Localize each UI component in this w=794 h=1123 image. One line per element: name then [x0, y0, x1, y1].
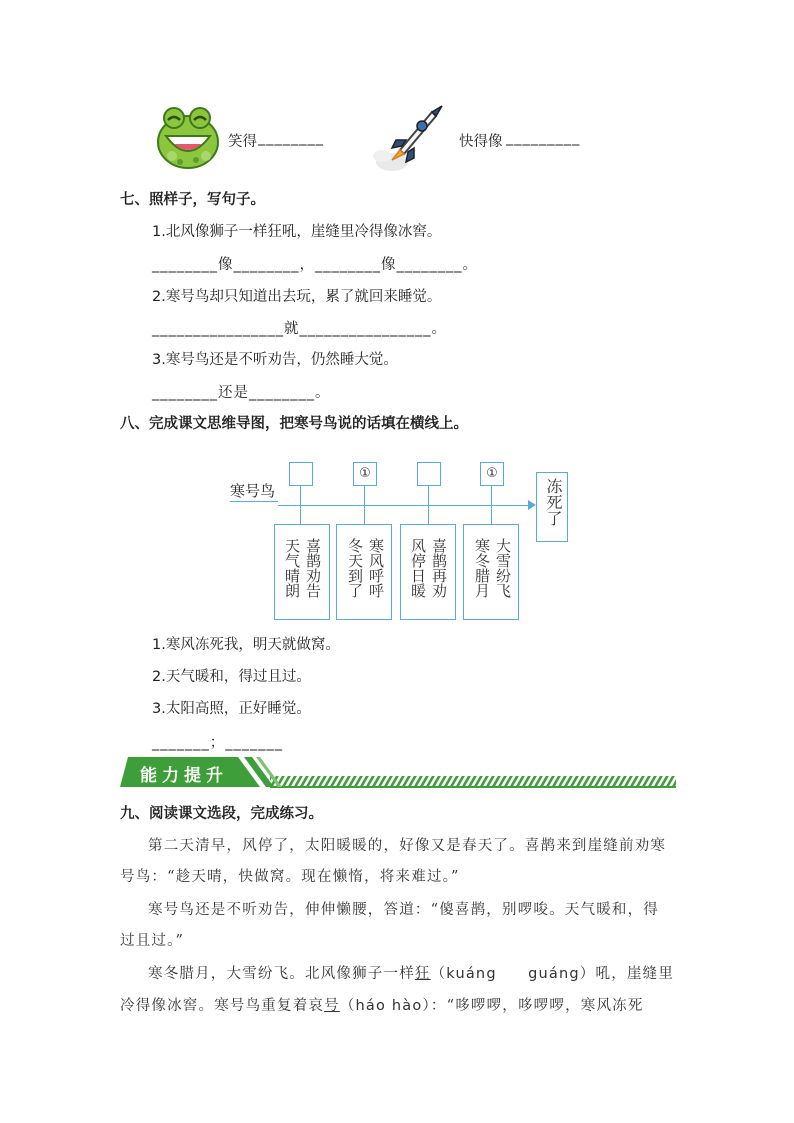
- event2-col-left: 冬天到了: [346, 538, 364, 598]
- rocket-image: [370, 100, 450, 176]
- passage-p3-line1: [148, 962, 674, 983]
- section7-answer2[interactable]: ________________就________________。: [152, 321, 447, 337]
- section7-answer1[interactable]: ________像________，________像________。: [152, 257, 478, 273]
- event1-col-left: 天气晴朗: [283, 538, 301, 598]
- section9-title: 九、阅读课文选段，完成练习。: [120, 806, 323, 822]
- rocket-label: 快得像: [459, 134, 503, 150]
- stem-2: [364, 486, 365, 506]
- passage-p2-line1: 寒号鸟还是不听劝告，伸伸懒腰，答道：“傻喜鹊，别啰唆。天气暖和，得: [148, 902, 660, 918]
- quote-answer-line[interactable]: _______；_______: [152, 735, 283, 751]
- passage-p1-line2: 号鸟：“趁天晴，快做窝。现在懒惰，将来难过。”: [120, 869, 460, 885]
- pronunciation-word-2: 号: [324, 998, 340, 1014]
- stem-3: [428, 486, 429, 506]
- event4-col-right: 大雪纷飞: [494, 538, 512, 598]
- section7-example2: 2.寒号鸟却只知道出去玩，累了就回来睡觉。: [152, 289, 442, 305]
- passage-p3-line2-pre: 冷得像冰窖。寒号鸟重复着哀: [120, 998, 325, 1014]
- pinyin-choice-2[interactable]: （háo hào）: [339, 998, 431, 1014]
- passage-p3-line2-post: ：“哆啰啰，哆啰啰，寒风冻死: [430, 998, 644, 1014]
- stem-4: [491, 486, 492, 506]
- rocket-answer-blank[interactable]: _________: [506, 130, 581, 146]
- subject-underline: [230, 501, 278, 502]
- frog-label: 笑得: [228, 134, 257, 150]
- frog-answer-blank[interactable]: ________: [258, 130, 324, 146]
- section7-example1: 1.北风像狮子一样狂吼，崖缝里冷得像冰窖。: [152, 224, 442, 240]
- connector-1: [300, 505, 301, 525]
- event3-col-right: 喜鹊再劝: [430, 538, 448, 598]
- event2-col-right: 寒风呼呼: [367, 538, 385, 598]
- section7-answer3[interactable]: ________还是________。: [152, 385, 331, 401]
- circled-number-box-4: ①: [480, 462, 504, 486]
- passage-p3-line1-post: 吼，崖缝里: [595, 966, 675, 982]
- frog-image: [150, 100, 227, 172]
- connector-2: [364, 505, 365, 525]
- timeline-arrowhead: [528, 500, 536, 510]
- banner-label: 能力提升: [140, 766, 228, 786]
- section7-example3: 3.寒号鸟还是不听劝告，仍然睡大觉。: [152, 352, 398, 368]
- outcome-text: 冻死了: [544, 478, 563, 526]
- blank-box-1[interactable]: [289, 462, 313, 486]
- passage-p3-line1-pre: 寒冬腊月，大雪纷飞。北风像狮子一样: [148, 966, 415, 982]
- section8-title: 八、完成课文思维导图，把寒号鸟说的话填在横线上。: [120, 416, 468, 432]
- event1-col-right: 喜鹊劝告: [304, 538, 322, 598]
- pronunciation-word-1: 狂: [414, 966, 431, 982]
- quote-option-2: 2.天气暖和，得过且过。: [152, 669, 311, 685]
- connector-3: [428, 505, 429, 525]
- passage-p1-line1: 第二天清早，风停了，太阳暖暖的，好像又是春天了。喜鹊来到崖缝前劝寒: [148, 838, 667, 854]
- stem-1: [300, 486, 301, 506]
- passage-p3-line2: [120, 994, 644, 1015]
- pinyin-choice-1[interactable]: （kuáng guáng）: [430, 966, 596, 982]
- mind-map-subject: 寒号鸟: [230, 482, 276, 500]
- quote-option-3: 3.太阳高照，正好睡觉。: [152, 701, 311, 717]
- event4-col-left: 寒冬腊月: [473, 538, 491, 598]
- event3-col-left: 风停日暖: [409, 538, 427, 598]
- blank-box-3[interactable]: [417, 462, 441, 486]
- connector-4: [491, 505, 492, 525]
- circled-number-box-2: ①: [353, 462, 377, 486]
- passage-p2-line2: 过且过。”: [120, 933, 185, 949]
- timeline-axis: [278, 505, 530, 506]
- quote-option-1: 1.寒风冻死我，明天就做窝。: [152, 637, 340, 653]
- section7-title: 七、照样子，写句子。: [120, 192, 265, 208]
